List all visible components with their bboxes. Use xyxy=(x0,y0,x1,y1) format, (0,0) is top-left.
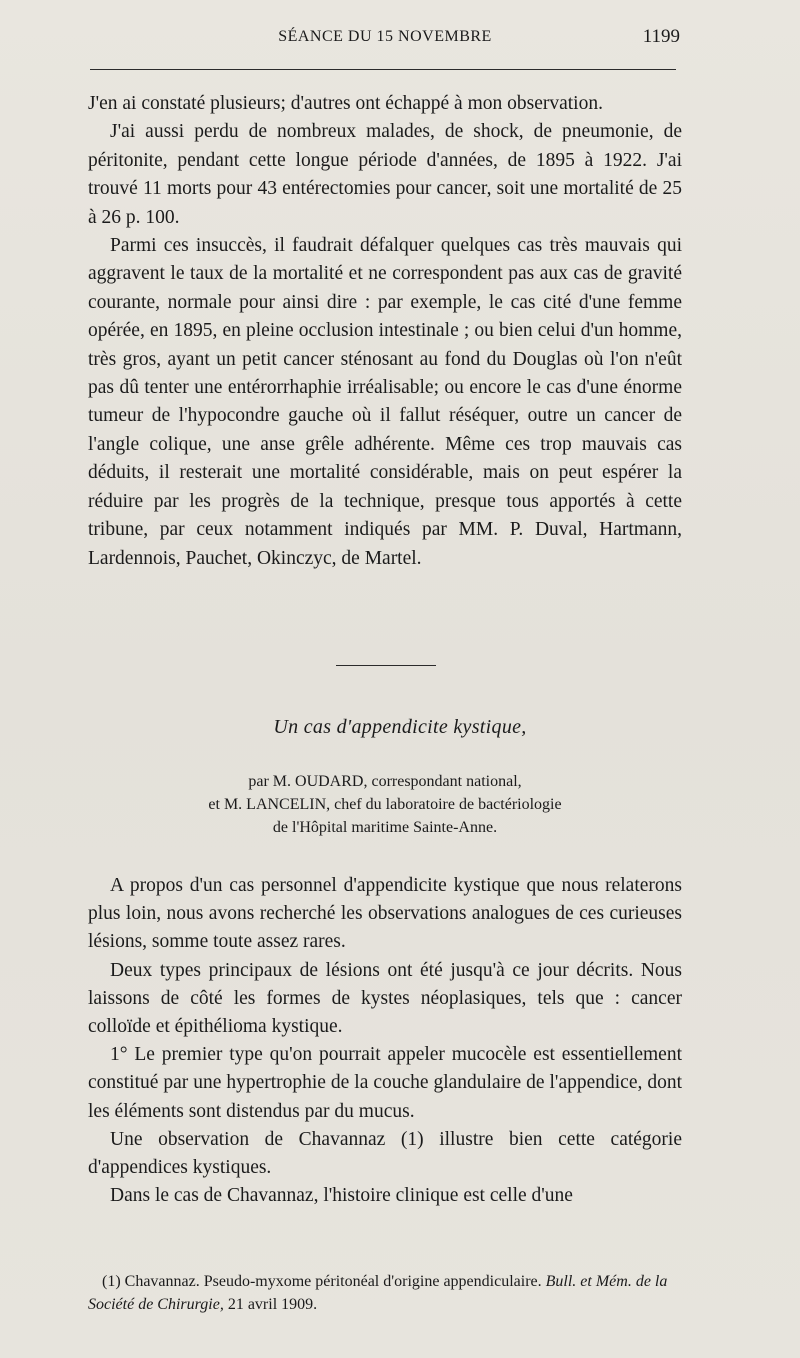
article-byline xyxy=(140,770,630,839)
footnote-lead: (1) Chavannaz. Pseudo-myxome péritonéal d'origine appendiculaire. xyxy=(102,1273,542,1290)
byline-line: et M. LANCELIN, chef du laboratoire de bactériologie xyxy=(208,796,562,813)
paragraph: Parmi ces insuccès, il faudrait défalquer quelques cas très mauvais qui aggravent le taux de la mortalité et ne correspondent pas aux cas de gravité courante, normale pour ainsi dire : par exemple, le cas cité d'une femme opérée, en 1895, en pleine occlusion intestinale ; ou bien celui d'un homme, très gros, ayant un petit cancer sténosant au fond du Douglas où l'on n'eût pas dû tenter une entérorrhaphie irréalisable; ou encore le cas d'une énorme tumeur de l'hypocondre gauche où il fallut réséquer, outre un cancer de l'angle colique, une anse grêle adhérente. Même ces trop mauvais cas déduits, il resterait une mortalité considérable, mais on peut espérer la réduire par les progrès de la technique, presque tous apportés à cette tribune, par ceux notamment indiqués par MM. P. Duval, Hartmann, Lardennois, Pauchet, Okinczyc, de Martel. xyxy=(88,235,682,569)
footnote-text xyxy=(88,1270,688,1316)
paragraph: Une observation de Chavannaz (1) illustre bien cette catégorie d'appendices kystiques. xyxy=(88,1128,682,1179)
byline-line: par M. OUDARD, correspondant national, xyxy=(248,773,522,790)
header-rule xyxy=(90,69,676,70)
paragraph: J'ai aussi perdu de nombreux malades, de shock, de pneumonie, de péritonite, pendant cette longue période d'années, de 1895 à 1922. J'ai trouvé 11 morts pour 43 entérectomies pour cancer, soit une mortalité de 25 à 26 p. 100. xyxy=(88,121,682,228)
article-body xyxy=(88,872,682,1210)
preceding-text xyxy=(88,90,682,573)
footnote-source: Bull. et Mém. de la Société de Chirurgie, xyxy=(88,1273,668,1313)
byline-line: de l'Hôpital maritime Sainte-Anne. xyxy=(272,819,498,836)
page-number: 1199 xyxy=(642,26,680,47)
page-header xyxy=(90,28,680,52)
footnote xyxy=(88,1270,688,1316)
paragraph: Dans le cas de Chavannaz, l'histoire clinique est celle d'une xyxy=(110,1185,573,1207)
paragraph: Deux types principaux de lésions ont été jusqu'à ce jour décrits. Nous laissons de côté les formes de kystes néoplasiques, tels que : cancer colloïde et épithélioma kystique. xyxy=(88,959,682,1038)
article-title: Un cas d'appendicite kystique, xyxy=(273,716,527,738)
paragraph: 1° Le premier type qu'on pourrait appeler mucocèle est essentiellement constitué par une hypertrophie de la couche glandulaire de l'appendice, dont les éléments sont distendus par du mucus. xyxy=(88,1044,682,1122)
running-head: SÉANCE DU 15 NOVEMBRE xyxy=(278,28,492,45)
paragraph: J'en ai constaté plusieurs; d'autres ont échappé à mon observation. xyxy=(88,93,603,114)
footnote-date: 21 avril 1909. xyxy=(227,1296,318,1313)
section-separator xyxy=(336,665,436,666)
paragraph: A propos d'un cas personnel d'appendicite kystique que nous relaterons plus loin, nous avons recherché les observations analogues de ces curieuses lésions, somme toute assez rares. xyxy=(88,875,682,953)
